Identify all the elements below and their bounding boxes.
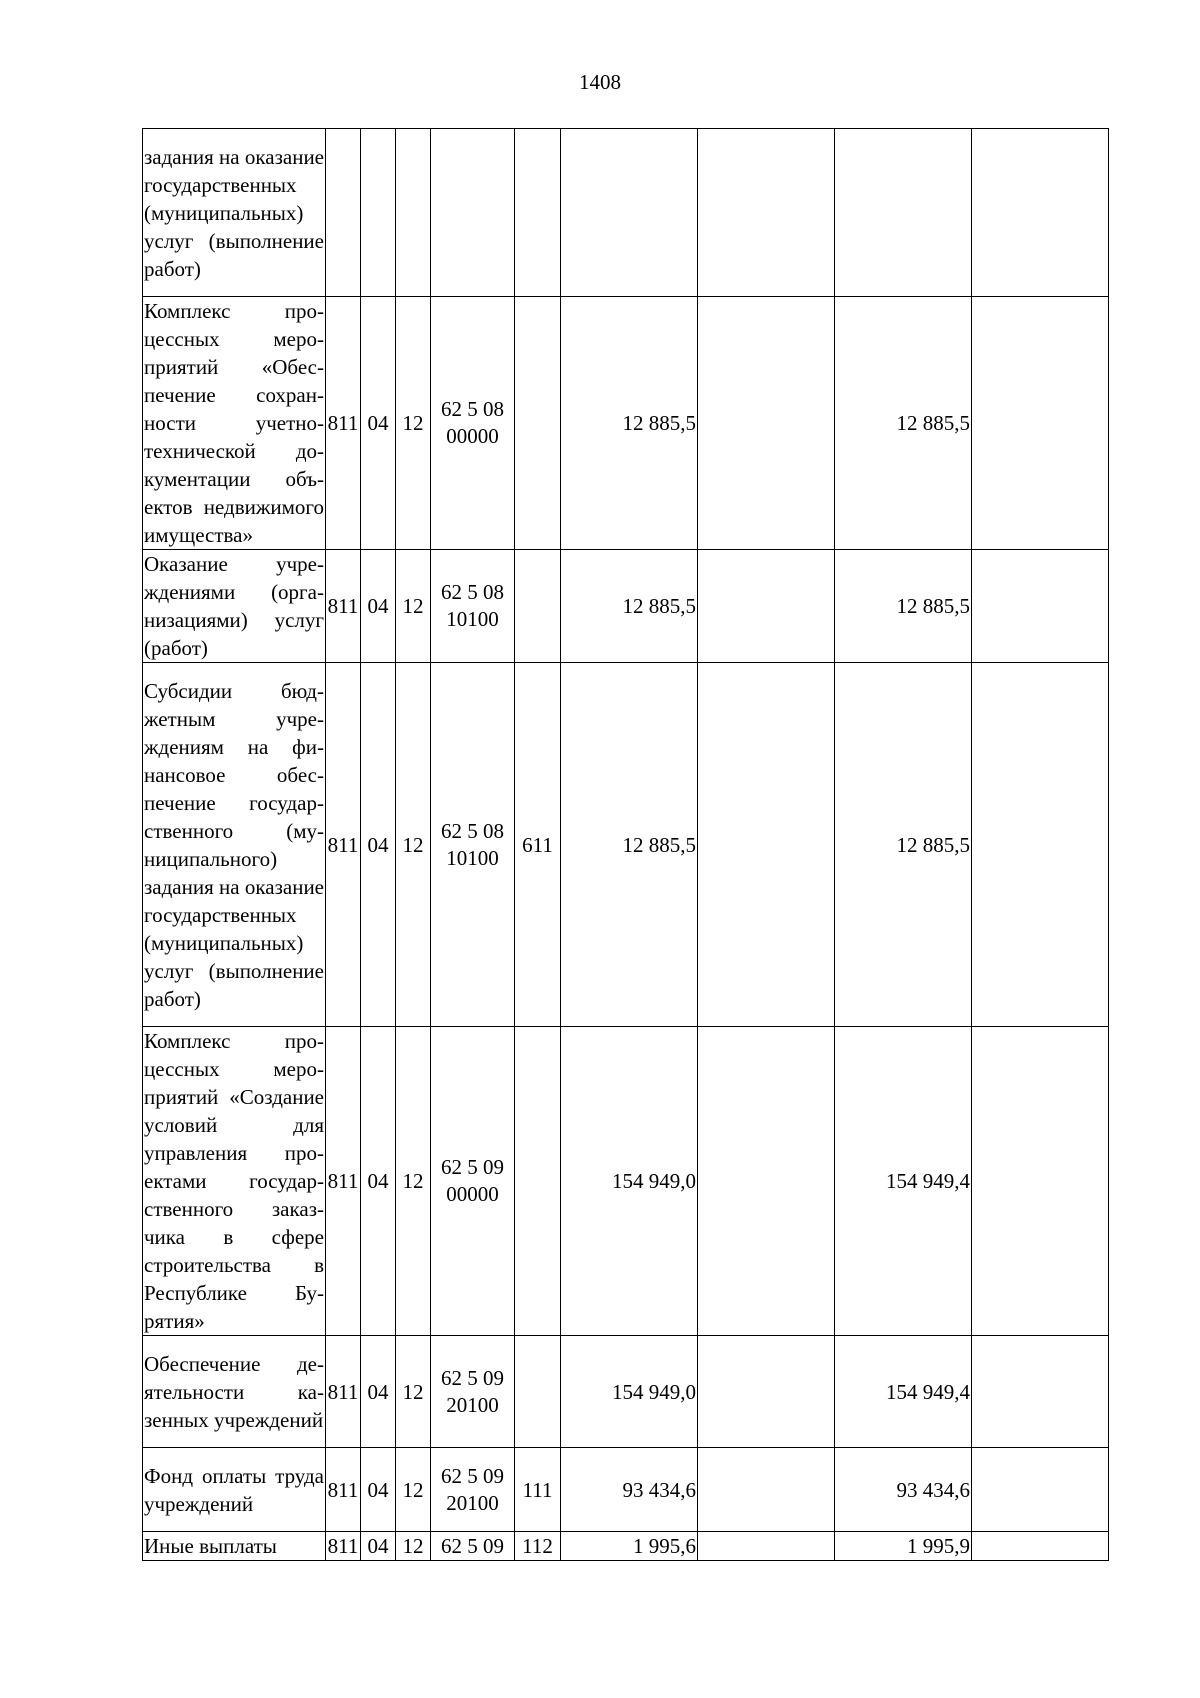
table-row [143, 129, 1109, 297]
amount-col-2 [698, 663, 835, 1027]
section-code: 04 [361, 550, 396, 663]
amount-col-2 [698, 1532, 835, 1561]
amount-col-4 [972, 297, 1109, 550]
subsection-code: 12 [396, 1027, 431, 1336]
table-row [143, 1027, 1109, 1336]
admin-code: 811 [326, 1027, 361, 1336]
expense-item-name: Фонд оплаты труда учреждений [143, 1448, 326, 1532]
amount-col-4 [972, 1027, 1109, 1336]
expense-item-name: Иные выплаты [143, 1532, 326, 1561]
expense-type-code: 111 [515, 1448, 561, 1532]
table-row [143, 1336, 1109, 1448]
subsection-code [396, 129, 431, 297]
table-row [143, 550, 1109, 663]
amount-col-1: 12 885,5 [561, 297, 698, 550]
amount-col-1: 93 434,6 [561, 1448, 698, 1532]
amount-col-1 [561, 129, 698, 297]
section-code: 04 [361, 1027, 396, 1336]
section-code [361, 129, 396, 297]
admin-code [326, 129, 361, 297]
amount-col-1: 12 885,5 [561, 550, 698, 663]
subsection-code: 12 [396, 1336, 431, 1448]
expense-item-name: Субсидии бюджетным учреждениям на финансовое обеспечение государственного (муниципального) задания на оказание государственных (муниципальных) услуг (выполнение работ) [143, 663, 326, 1027]
target-article-code: 62 5 09 00000 [431, 1027, 515, 1336]
subsection-code: 12 [396, 297, 431, 550]
amount-col-4 [972, 1532, 1109, 1561]
expense-type-code [515, 1027, 561, 1336]
target-article-code: 62 5 09 [431, 1532, 515, 1561]
table-row [143, 297, 1109, 550]
expense-item-name: Комплекс процессных мероприятий «Создание условий для управления проектами государственного заказчика в сфере строительства в Республике Бурятия» [143, 1027, 326, 1336]
admin-code: 811 [326, 550, 361, 663]
admin-code: 811 [326, 1532, 361, 1561]
amount-col-2 [698, 1448, 835, 1532]
subsection-code: 12 [396, 663, 431, 1027]
expense-item-name: Обеспечение деятельности казенных учреждений [143, 1336, 326, 1448]
section-code: 04 [361, 1448, 396, 1532]
expense-type-code: 611 [515, 663, 561, 1027]
amount-col-2 [698, 1336, 835, 1448]
amount-col-3: 154 949,4 [835, 1336, 972, 1448]
amount-col-1: 1 995,6 [561, 1532, 698, 1561]
amount-col-3: 154 949,4 [835, 1027, 972, 1336]
admin-code: 811 [326, 663, 361, 1027]
amount-col-1: 154 949,0 [561, 1027, 698, 1336]
amount-col-2 [698, 297, 835, 550]
budget-table [142, 128, 1109, 1561]
expense-type-code: 112 [515, 1532, 561, 1561]
amount-col-3: 12 885,5 [835, 663, 972, 1027]
target-article-code: 62 5 08 10100 [431, 663, 515, 1027]
expense-type-code [515, 550, 561, 663]
target-article-code [431, 129, 515, 297]
amount-col-4 [972, 129, 1109, 297]
expense-type-code [515, 1336, 561, 1448]
amount-col-2 [698, 129, 835, 297]
amount-col-4 [972, 663, 1109, 1027]
amount-col-2 [698, 1027, 835, 1336]
admin-code: 811 [326, 1336, 361, 1448]
section-code: 04 [361, 1336, 396, 1448]
amount-col-3 [835, 129, 972, 297]
subsection-code: 12 [396, 550, 431, 663]
amount-col-4 [972, 1336, 1109, 1448]
amount-col-3: 1 995,9 [835, 1532, 972, 1561]
expense-item-name: задания на оказание государственных (муниципальных) услуг (выполнение работ) [143, 129, 326, 297]
expense-type-code [515, 297, 561, 550]
section-code: 04 [361, 663, 396, 1027]
target-article-code: 62 5 09 20100 [431, 1448, 515, 1532]
expense-item-name: Комплекс процессных мероприятий «Обеспечение сохранности учетно-технической документации объектов недвижимого имущества» [143, 297, 326, 550]
page-number: 1408 [579, 70, 621, 94]
amount-col-1: 154 949,0 [561, 1336, 698, 1448]
amount-col-3: 12 885,5 [835, 297, 972, 550]
section-code: 04 [361, 297, 396, 550]
target-article-code: 62 5 09 20100 [431, 1336, 515, 1448]
admin-code: 811 [326, 1448, 361, 1532]
expense-type-code [515, 129, 561, 297]
table-row [143, 663, 1109, 1027]
amount-col-3: 12 885,5 [835, 550, 972, 663]
amount-col-1: 12 885,5 [561, 663, 698, 1027]
table-row [143, 1532, 1109, 1561]
amount-col-4 [972, 550, 1109, 663]
subsection-code: 12 [396, 1532, 431, 1561]
target-article-code: 62 5 08 10100 [431, 550, 515, 663]
amount-col-3: 93 434,6 [835, 1448, 972, 1532]
table-row [143, 1448, 1109, 1532]
section-code: 04 [361, 1532, 396, 1561]
admin-code: 811 [326, 297, 361, 550]
target-article-code: 62 5 08 00000 [431, 297, 515, 550]
amount-col-2 [698, 550, 835, 663]
subsection-code: 12 [396, 1448, 431, 1532]
amount-col-4 [972, 1448, 1109, 1532]
expense-item-name: Оказание учреждениями (организациями) услуг (работ) [143, 550, 326, 663]
